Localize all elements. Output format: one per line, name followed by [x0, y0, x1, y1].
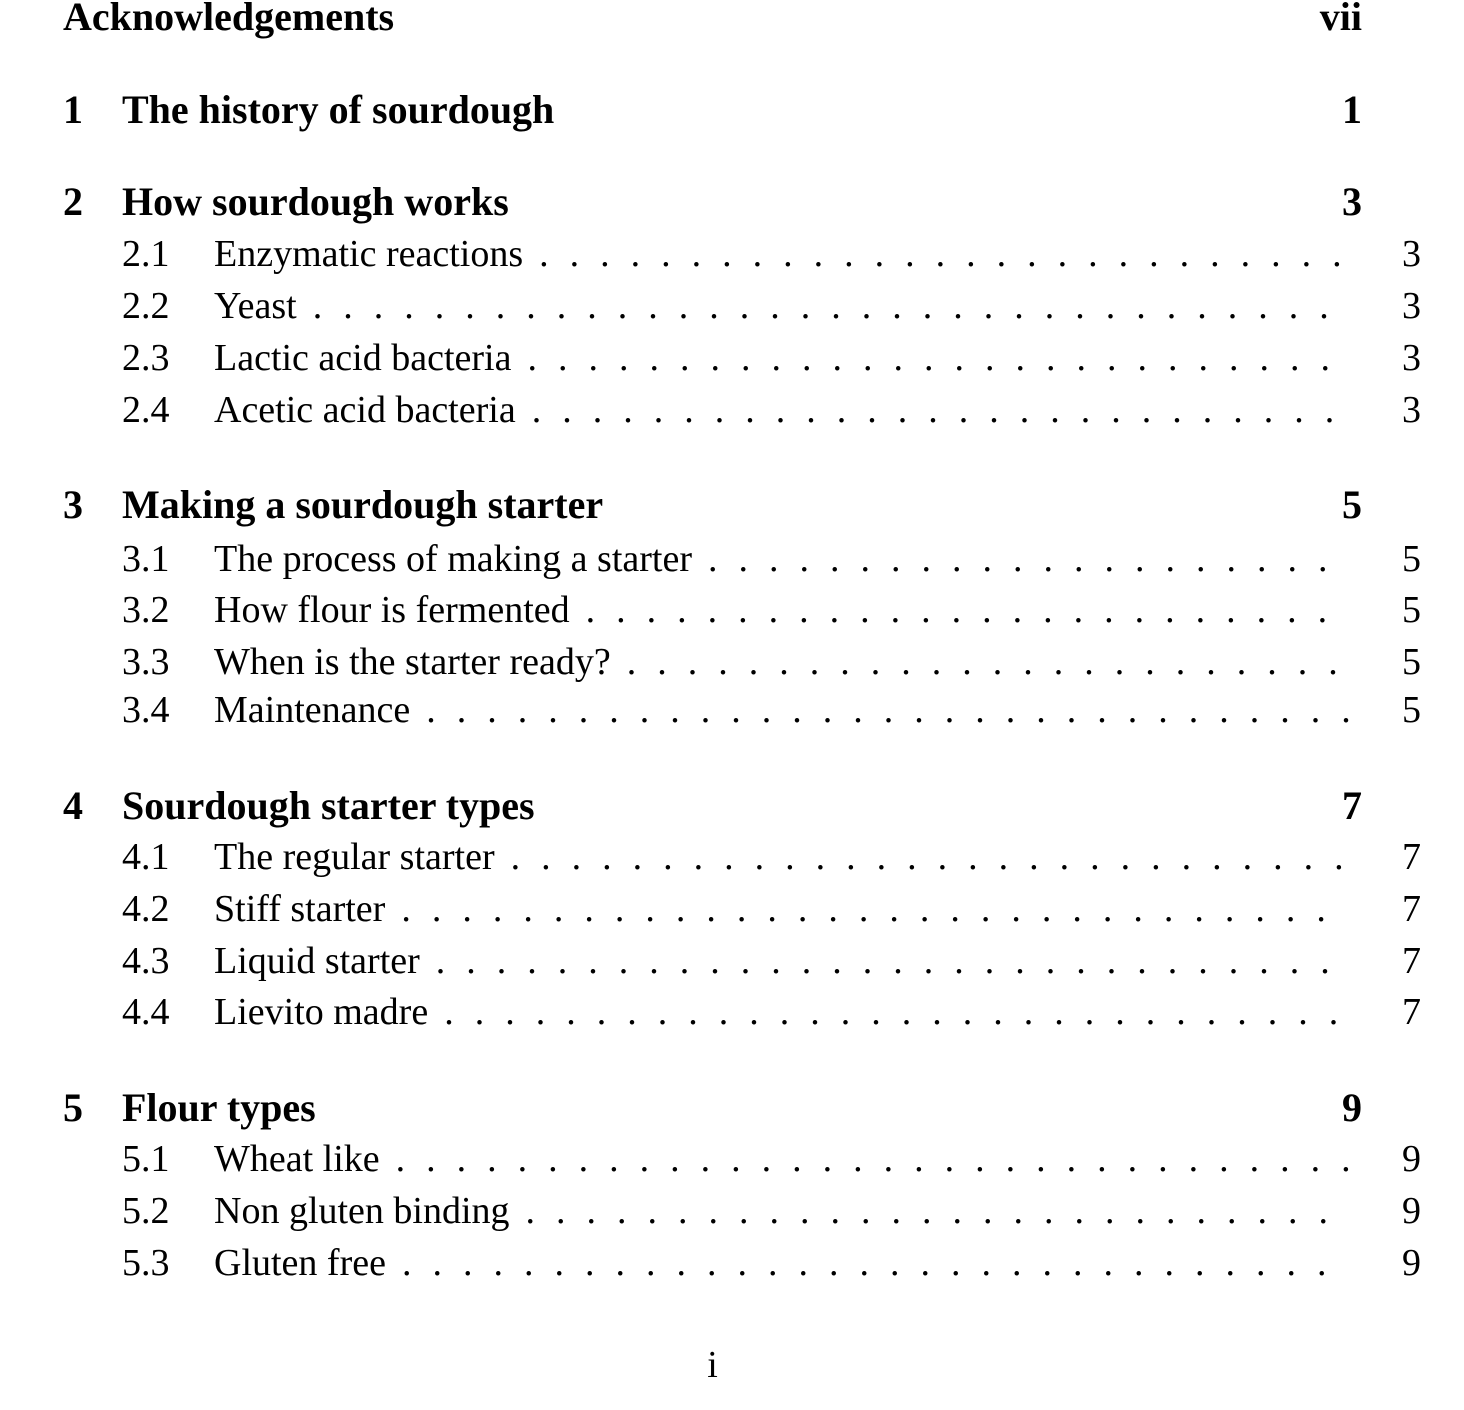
chapter-title: Making a sourdough starter — [122, 482, 604, 527]
section-title: Maintenance — [214, 689, 411, 731]
page-number: 7 — [1342, 783, 1362, 828]
toc-entry-section-3-1[interactable] — [63, 533, 1421, 585]
page-number: 3 — [1402, 389, 1421, 431]
page-number: 5 — [1402, 538, 1421, 580]
chapter-title: Flour types — [122, 1085, 316, 1130]
toc-entry-chapter-2[interactable] — [63, 176, 1362, 228]
section-title: When is the starter ready? — [214, 641, 611, 683]
section-title: Lievito madre — [214, 991, 429, 1033]
chapter-title: The history of sourdough — [122, 87, 555, 132]
dot-leader — [495, 831, 1349, 883]
section-title: How flour is fermented — [214, 589, 570, 631]
section-title: Stiff starter — [214, 888, 386, 930]
section-title: Liquid starter — [214, 940, 420, 982]
toc-entry-section-2-2[interactable] — [63, 280, 1421, 332]
chapter-number: 5 — [63, 1085, 83, 1130]
section-title: Yeast — [214, 285, 297, 327]
page-number: 7 — [1402, 888, 1421, 930]
toc-entry-chapter-4[interactable] — [63, 780, 1362, 832]
page-number: 5 — [1402, 589, 1421, 631]
section-title: Non gluten binding — [214, 1190, 510, 1232]
toc-entry-section-5-3[interactable] — [63, 1237, 1421, 1289]
toc-content — [63, 0, 1421, 1410]
page-number: 9 — [1402, 1138, 1421, 1180]
chapter-title: Sourdough starter types — [122, 783, 535, 828]
toc-entry-section-3-4[interactable] — [63, 684, 1421, 736]
section-title: Gluten free — [214, 1242, 386, 1284]
section-number: 4.1 — [122, 836, 170, 878]
page-number: 3 — [1342, 179, 1362, 224]
page-number: 3 — [1402, 285, 1421, 327]
section-title: The process of making a starter — [214, 538, 692, 580]
dot-leader — [410, 684, 1349, 736]
section-number: 2.3 — [122, 337, 170, 379]
toc-entry-section-5-2[interactable] — [63, 1185, 1421, 1237]
dot-leader — [385, 883, 1349, 935]
toc-entry-section-3-3[interactable] — [63, 636, 1421, 688]
dot-leader — [692, 533, 1349, 585]
page-number: 9 — [1402, 1190, 1421, 1232]
toc-entry-section-4-4[interactable] — [63, 986, 1421, 1038]
page-number: 9 — [1342, 1085, 1362, 1130]
section-title: The regular starter — [214, 836, 495, 878]
page-number: 3 — [1402, 233, 1421, 275]
section-number: 3.1 — [122, 538, 170, 580]
section-number: 5.2 — [122, 1190, 170, 1232]
frontmatter-title: Acknowledgements — [63, 0, 395, 39]
toc-entry-section-2-1[interactable] — [63, 228, 1421, 280]
footer-page-number: i — [707, 1344, 718, 1386]
section-title: Lactic acid bacteria — [214, 337, 512, 379]
section-number: 5.1 — [122, 1138, 170, 1180]
dot-leader — [511, 332, 1349, 384]
page-number: 3 — [1402, 337, 1421, 379]
toc-entry-section-2-4[interactable] — [63, 384, 1421, 436]
dot-leader — [420, 935, 1349, 987]
toc-entry-frontmatter[interactable] — [63, 0, 1362, 43]
section-number: 3.3 — [122, 641, 170, 683]
dot-leader — [510, 1185, 1349, 1237]
dot-leader — [611, 636, 1349, 688]
toc-entry-section-4-2[interactable] — [63, 883, 1421, 935]
chapter-title: How sourdough works — [122, 179, 509, 224]
page-number: 5 — [1402, 641, 1421, 683]
dot-leader — [570, 584, 1349, 636]
section-number: 3.2 — [122, 589, 170, 631]
section-title: Acetic acid bacteria — [214, 389, 516, 431]
section-title: Enzymatic reactions — [214, 233, 524, 275]
toc-entry-section-2-3[interactable] — [63, 332, 1421, 384]
page-number: 7 — [1402, 940, 1421, 982]
page-number: 5 — [1402, 689, 1421, 731]
section-number: 5.3 — [122, 1242, 170, 1284]
section-number: 2.1 — [122, 233, 170, 275]
toc-entry-section-4-1[interactable] — [63, 831, 1421, 883]
section-number: 2.4 — [122, 389, 170, 431]
section-number: 4.3 — [122, 940, 170, 982]
dot-leader — [516, 384, 1349, 436]
chapter-number: 3 — [63, 482, 83, 527]
page-number: 1 — [1342, 87, 1362, 132]
section-number: 4.4 — [122, 991, 170, 1033]
page-number: 5 — [1342, 482, 1362, 527]
dot-leader — [297, 280, 1349, 332]
dot-leader — [386, 1237, 1349, 1289]
chapter-number: 4 — [63, 783, 83, 828]
toc-entry-chapter-5[interactable] — [63, 1082, 1362, 1134]
toc-entry-chapter-1[interactable] — [63, 84, 1362, 136]
page-number: 7 — [1402, 991, 1421, 1033]
toc-entry-section-3-2[interactable] — [63, 584, 1421, 636]
page-number: 9 — [1402, 1242, 1421, 1284]
dot-leader — [523, 228, 1349, 280]
dot-leader — [428, 986, 1349, 1038]
page-number: vii — [1319, 0, 1362, 39]
chapter-number: 2 — [63, 179, 83, 224]
section-number: 3.4 — [122, 689, 170, 731]
section-number: 4.2 — [122, 888, 170, 930]
section-number: 2.2 — [122, 285, 170, 327]
toc-entry-section-5-1[interactable] — [63, 1133, 1421, 1185]
page-number: 7 — [1402, 836, 1421, 878]
dot-leader — [380, 1133, 1349, 1185]
chapter-number: 1 — [63, 87, 83, 132]
section-title: Wheat like — [214, 1138, 380, 1180]
toc-entry-chapter-3[interactable] — [63, 479, 1362, 531]
toc-entry-section-4-3[interactable] — [63, 935, 1421, 987]
